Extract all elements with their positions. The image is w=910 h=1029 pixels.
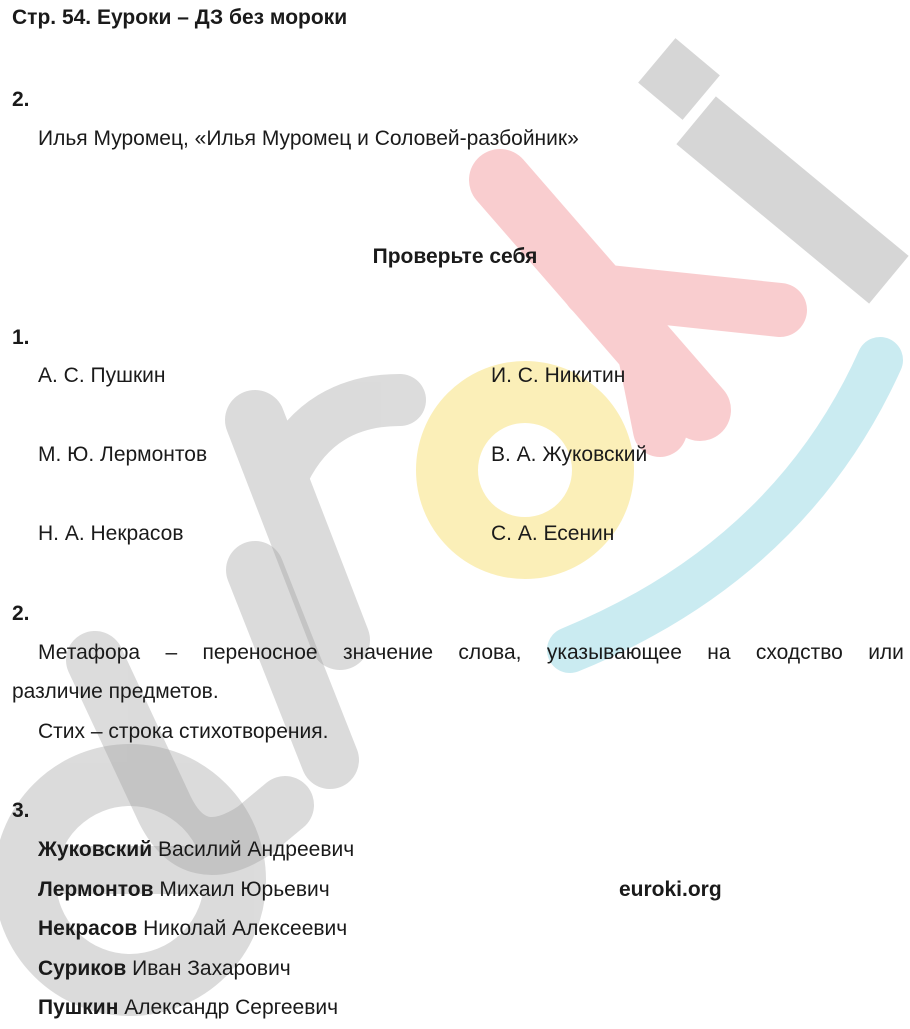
word: или <box>868 641 904 664</box>
definition-verse: Стих – строка стихотворения. <box>38 720 329 743</box>
question-2-number: 2. <box>12 602 30 625</box>
poet-given-name: Михаил Юрьевич <box>159 878 330 901</box>
poet-surname: Некрасов <box>38 917 138 940</box>
definition-metaphor-line <box>38 641 904 665</box>
poet-list-item: С. А. Есенин <box>491 522 615 545</box>
poet-surname: Лермонтов <box>38 878 154 901</box>
site-label: euroki.org <box>619 878 722 901</box>
poet-given-name: Иван Захарович <box>132 957 291 980</box>
check-yourself-heading: Проверьте себя <box>372 245 538 268</box>
poet-list-item: А. С. Пушкин <box>38 364 166 387</box>
word: Метафора <box>38 641 141 664</box>
poet-surname: Жуковский <box>38 838 153 861</box>
poet-given-name: Николай Алексеевич <box>143 917 348 940</box>
poet-full-name <box>38 878 330 902</box>
answer-text: Илья Муромец, «Илья Муромец и Соловей-разбойник» <box>38 127 579 150</box>
word: на <box>707 641 731 664</box>
poet-list-item: В. А. Жуковский <box>491 443 648 466</box>
question-1-number: 1. <box>12 326 30 349</box>
section-number: 2. <box>12 88 30 111</box>
poet-list-item: И. С. Никитин <box>491 364 626 387</box>
page-title: Стр. 54. Еуроки – ДЗ без мороки <box>12 6 348 29</box>
word: слова, <box>458 641 522 664</box>
word: – <box>165 641 178 664</box>
word: значение <box>342 641 434 664</box>
word: переносное <box>202 641 318 664</box>
poet-given-name: Александр Сергеевич <box>124 996 339 1019</box>
word: указывающее <box>546 641 682 664</box>
poet-full-name <box>38 838 354 862</box>
poet-surname: Суриков <box>38 957 127 980</box>
question-3-number: 3. <box>12 799 30 822</box>
word: сходство <box>755 641 843 664</box>
poet-full-name <box>38 957 291 981</box>
watermark-letter-i <box>638 38 865 260</box>
poet-full-name <box>38 917 347 941</box>
poet-full-name <box>38 996 338 1020</box>
definition-metaphor-continuation: различие предметов. <box>12 680 219 703</box>
poet-given-name: Василий Андреевич <box>157 838 355 861</box>
poet-surname: Пушкин <box>38 996 119 1019</box>
poet-list-item: М. Ю. Лермонтов <box>38 443 208 466</box>
poet-list-item: Н. А. Некрасов <box>38 522 184 545</box>
